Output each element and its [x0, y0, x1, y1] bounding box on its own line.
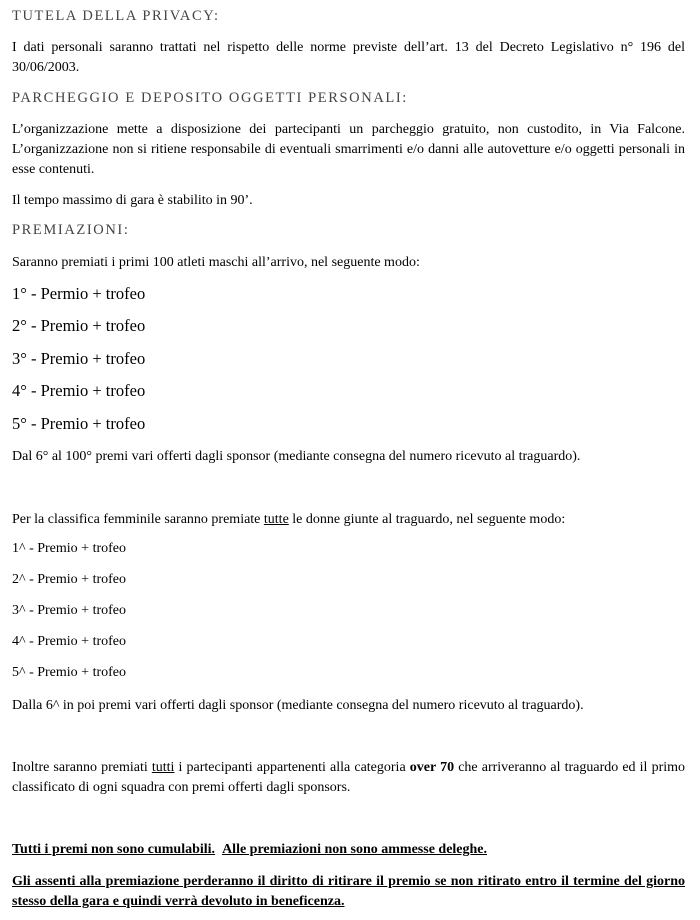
- women-prize-5: 5^ - Premio + trofeo: [12, 665, 126, 680]
- not-cumulative-note: Tutti i premi non sono cumulabili.: [12, 842, 216, 857]
- women-rest: Dalla 6^ in poi premi vari offerti dagli sponsor (mediante consegna del numero ricevuto al traguardo).: [12, 698, 584, 713]
- men-prize-2: 2° - Premio + trofeo: [12, 316, 146, 335]
- privacy-heading: TUTELA DELLA PRIVACY:: [12, 8, 220, 24]
- women-prize-1: 1^ - Premio + trofeo: [12, 541, 126, 556]
- parking-text: L’organizzazione mette a disposizione dei partecipanti un parcheggio gratuito, non custodito, in Via Falcone. L’organizzazione non si ritiene responsabile di eventuali smarrimenti e/o danni alle autovetture e/o oggetti personali in esse contenuti.: [12, 122, 685, 177]
- no-delegation-note: Alle premiazioni non sono ammesse deleghe.: [222, 842, 488, 857]
- men-rest: Dal 6° al 100° premi vari offerti dagli sponsor (mediante consegna del numero ricevuto al traguardo).: [12, 449, 581, 464]
- women-intro: Per la classifica femminile saranno premiate tutte le donne giunte al traguardo, nel seguente modo:: [12, 512, 566, 527]
- awards-heading: PREMIAZIONI:: [12, 222, 130, 238]
- women-all-underlined: tutte: [263, 512, 289, 527]
- max-time-text: Il tempo massimo di gara è stabilito in 90’.: [12, 193, 253, 208]
- over70-text: Inoltre saranno premiati tutti i partecipanti appartenenti alla categoria over 70 che arriveranno al traguardo ed il primo classificato di ogni squadra con premi offerti dagli sponsors.: [12, 760, 686, 795]
- notes-line: [12, 840, 685, 860]
- men-prize-5: 5° - Premio + trofeo: [12, 414, 146, 433]
- men-prize-1: 1° - Permio + trofeo: [12, 284, 146, 303]
- men-intro: Saranno premiati i primi 100 atleti maschi all’arrivo, nel seguente modo:: [12, 255, 420, 270]
- women-prize-4: 4^ - Premio + trofeo: [12, 634, 126, 649]
- parking-heading: PARCHEGGIO E DEPOSITO OGGETTI PERSONALI:: [12, 90, 408, 106]
- over70-bold: over 70: [409, 760, 455, 775]
- women-prize-3: 3^ - Premio + trofeo: [12, 603, 126, 618]
- privacy-text: I dati personali saranno trattati nel rispetto delle norme previste dell’art. 13 del Decreto Legislativo n° 196 del 30/06/2003.: [12, 40, 685, 75]
- men-prize-4: 4° - Premio + trofeo: [12, 381, 146, 400]
- men-prize-3: 3° - Premio + trofeo: [12, 349, 146, 368]
- absent-note: Gli assenti alla premiazione perderanno il diritto di ritirare il premio se non ritirato entro il termine del giorno stesso della gara e quindi verrà devoluto in beneficenza.: [12, 874, 685, 909]
- women-prize-2: 2^ - Premio + trofeo: [12, 572, 126, 587]
- all-underlined: tutti: [151, 760, 175, 775]
